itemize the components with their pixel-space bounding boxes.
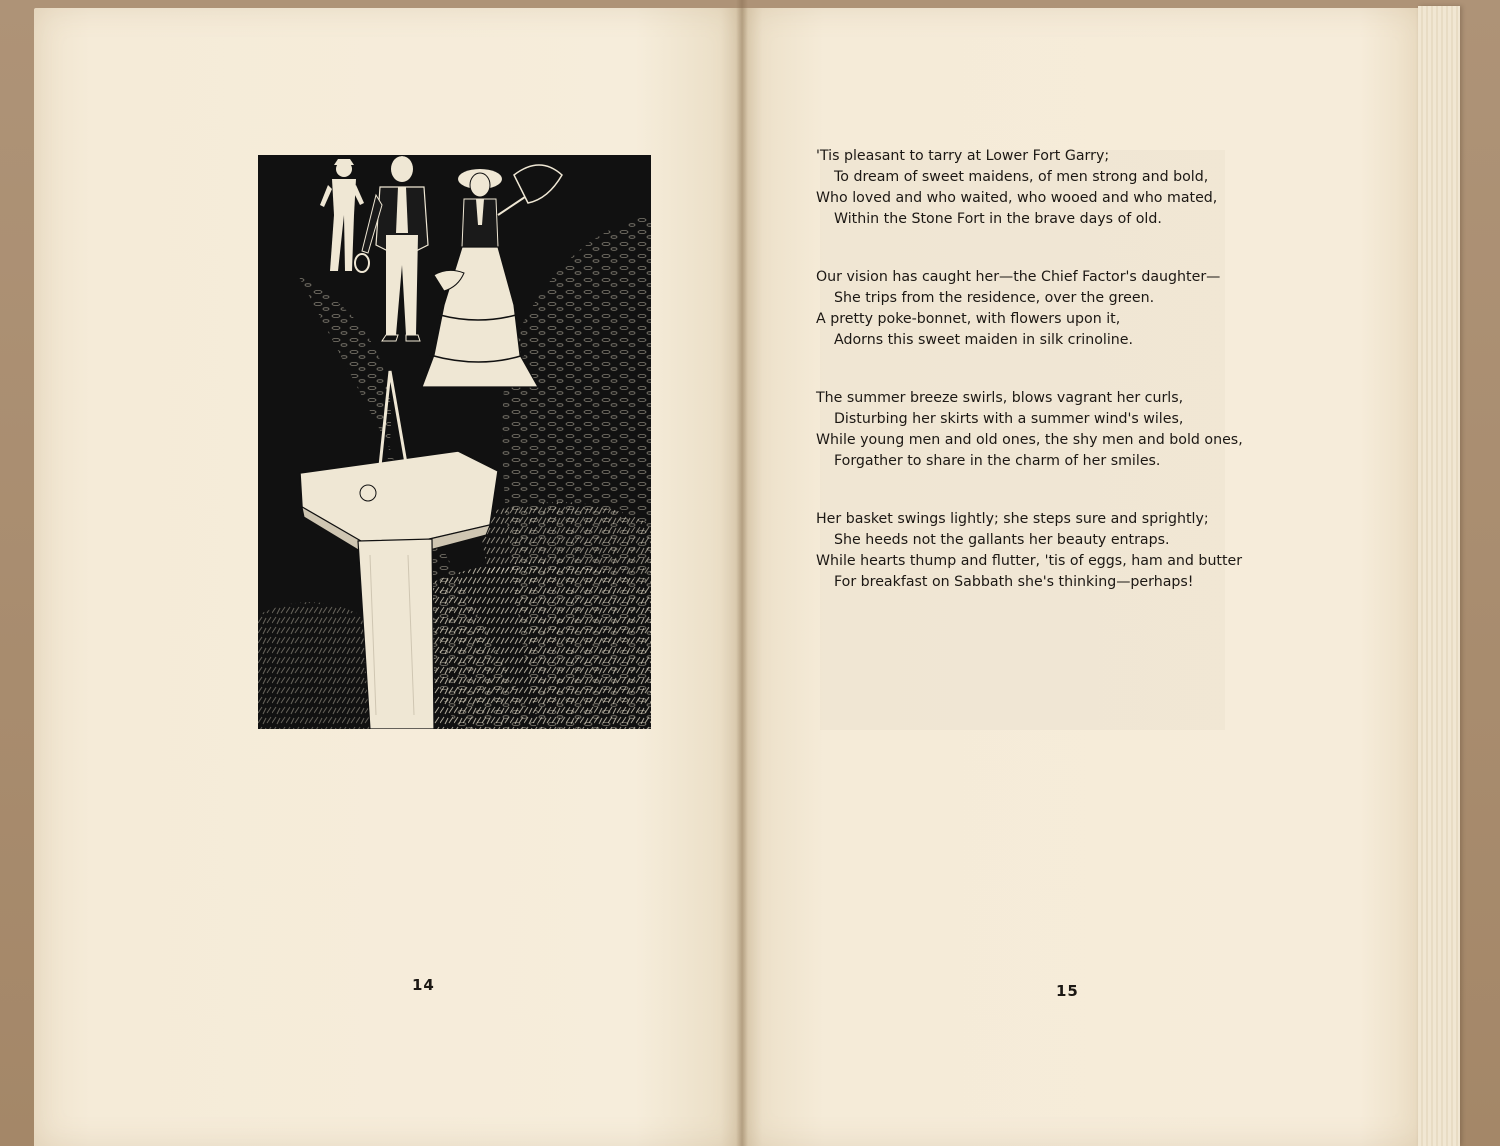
poem-line: Within the Stone Fort in the brave days of old.	[834, 211, 1162, 227]
page-number-right: 15	[1056, 982, 1079, 1000]
page-number-left: 14	[412, 976, 435, 994]
poem-line: Forgather to share in the charm of her smiles.	[834, 453, 1161, 469]
poem-line: She heeds not the gallants her beauty entraps.	[834, 532, 1170, 548]
poem-line: Our vision has caught her—the Chief Factor's daughter—	[816, 269, 1221, 285]
poem-line: Disturbing her skirts with a summer wind's wiles,	[834, 411, 1184, 427]
poem-line: While hearts thump and flutter, 'tis of eggs, ham and butter	[816, 553, 1243, 569]
poem-line: For breakfast on Sabbath she's thinking—perhaps!	[834, 574, 1194, 590]
poem-line: To dream of sweet maidens, of men strong and bold,	[834, 169, 1209, 185]
stanza	[816, 146, 1286, 230]
poem-line: Who loved and who waited, who wooed and who mated,	[816, 190, 1218, 206]
book-gutter	[736, 0, 748, 1146]
page-edges	[1418, 6, 1460, 1146]
stanza	[816, 388, 1286, 472]
poem-text	[816, 146, 1286, 630]
stanza	[816, 509, 1286, 593]
poem-line: A pretty poke-bonnet, with flowers upon it,	[816, 311, 1121, 327]
poem-line: She trips from the residence, over the green.	[834, 290, 1155, 306]
woodcut-svg	[258, 155, 651, 729]
poem-line: The summer breeze swirls, blows vagrant her curls,	[816, 390, 1184, 406]
poem-line: While young men and old ones, the shy men and bold ones,	[816, 432, 1243, 448]
poem-line: Her basket swings lightly; she steps sure and sprightly;	[816, 511, 1209, 527]
woodcut-illustration	[258, 155, 651, 729]
stanza	[816, 267, 1286, 351]
poem-line: Adorns this sweet maiden in silk crinoline.	[834, 332, 1134, 348]
poem-line: 'Tis pleasant to tarry at Lower Fort Garry;	[816, 148, 1110, 164]
